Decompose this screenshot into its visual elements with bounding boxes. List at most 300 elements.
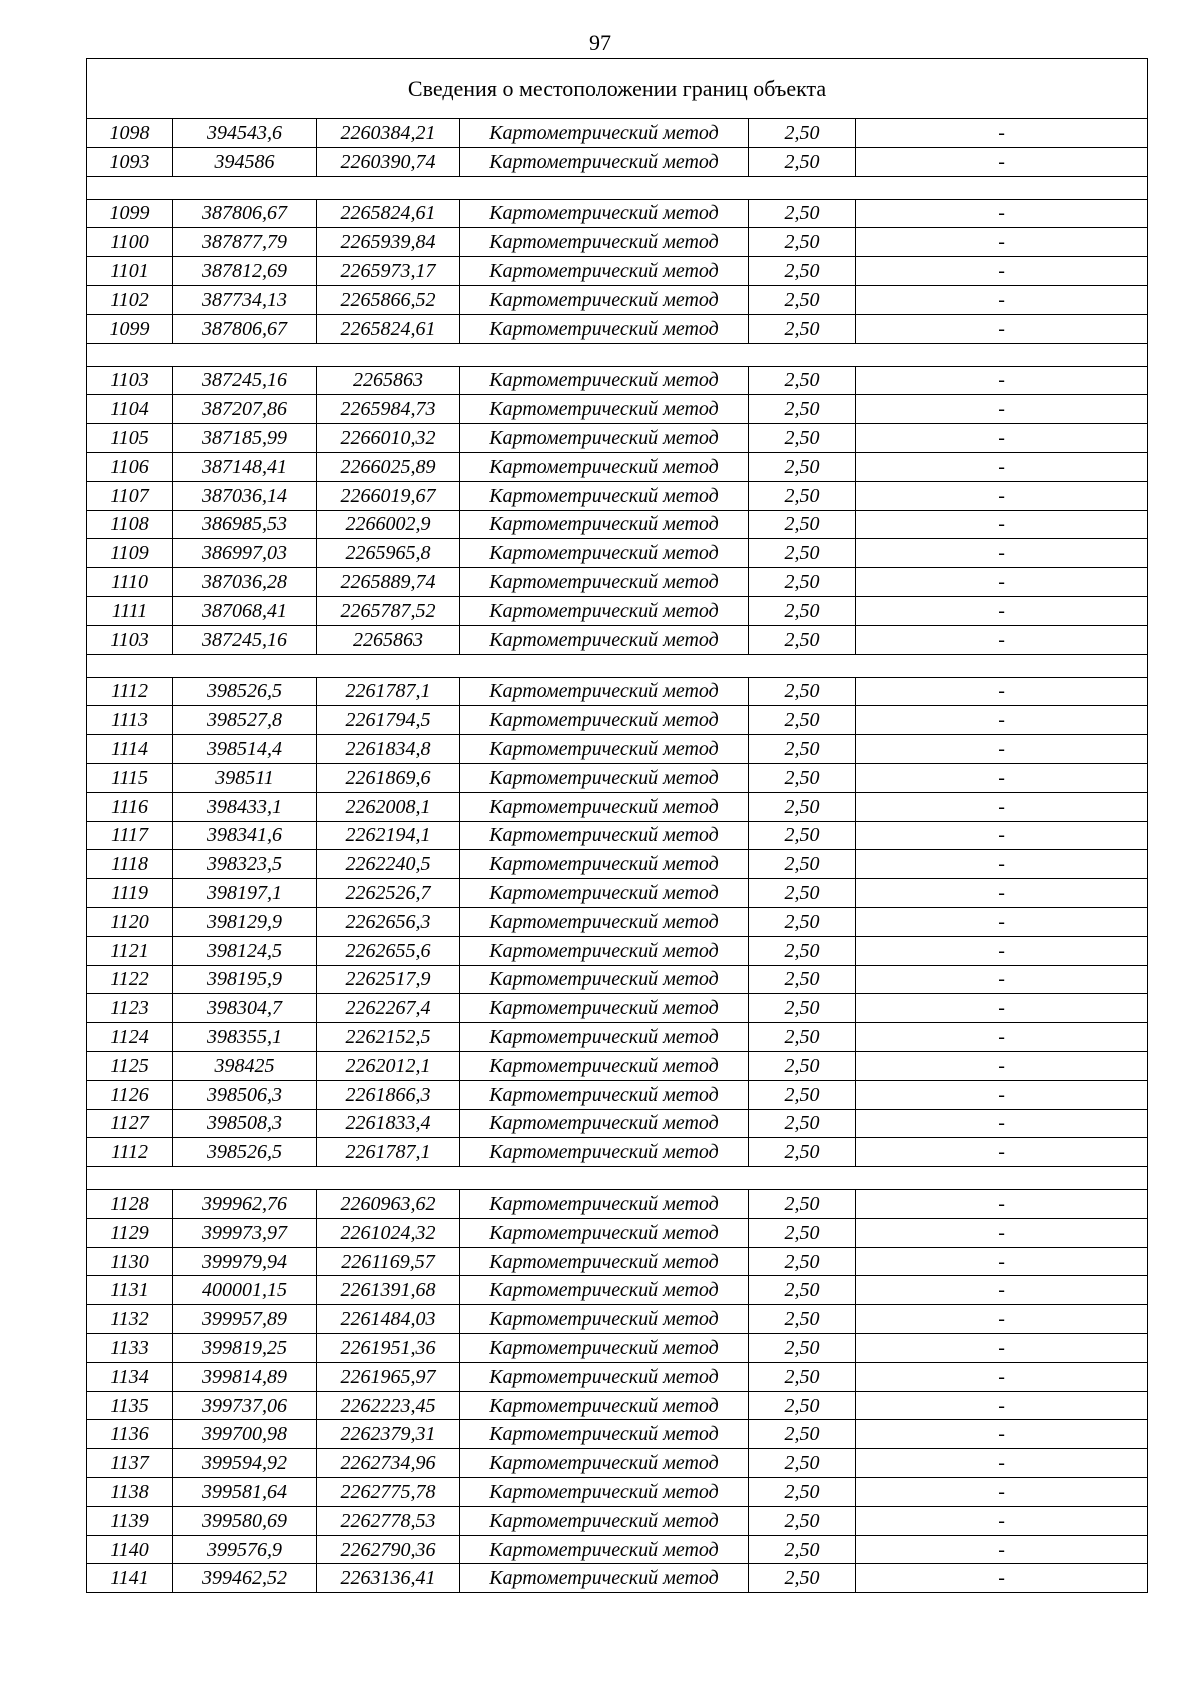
x-coordinate-cell: 398195,9 (173, 965, 317, 994)
precision-cell: 2,50 (749, 1420, 856, 1449)
x-coordinate-cell: 387207,86 (173, 395, 317, 424)
y-coordinate-cell: 2262223,45 (317, 1391, 460, 1420)
separator-cell (87, 343, 1148, 366)
contour-separator-row (87, 343, 1148, 366)
description-cell: - (856, 596, 1148, 625)
precision-cell: 2,50 (749, 1080, 856, 1109)
point-number-cell: 1117 (87, 821, 173, 850)
description-cell: - (856, 119, 1148, 148)
method-cell: Картометрический метод (460, 735, 749, 764)
description-cell: - (856, 285, 1148, 314)
method-cell: Картометрический метод (460, 907, 749, 936)
description-cell: - (856, 1391, 1148, 1420)
description-cell: - (856, 1305, 1148, 1334)
table-row (87, 228, 1148, 257)
y-coordinate-cell: 2261834,8 (317, 735, 460, 764)
x-coordinate-cell: 387734,13 (173, 285, 317, 314)
table-row (87, 763, 1148, 792)
precision-cell: 2,50 (749, 850, 856, 879)
description-cell: - (856, 907, 1148, 936)
table-row (87, 1506, 1148, 1535)
method-cell: Картометрический метод (460, 257, 749, 286)
precision-cell: 2,50 (749, 821, 856, 850)
precision-cell: 2,50 (749, 792, 856, 821)
y-coordinate-cell: 2261787,1 (317, 1138, 460, 1167)
y-coordinate-cell: 2261833,4 (317, 1109, 460, 1138)
point-number-cell: 1100 (87, 228, 173, 257)
y-coordinate-cell: 2262778,53 (317, 1506, 460, 1535)
point-number-cell: 1120 (87, 907, 173, 936)
y-coordinate-cell: 2265889,74 (317, 568, 460, 597)
x-coordinate-cell: 399819,25 (173, 1334, 317, 1363)
method-cell: Картометрический метод (460, 147, 749, 176)
x-coordinate-cell: 399962,76 (173, 1190, 317, 1219)
table-row (87, 199, 1148, 228)
point-number-cell: 1130 (87, 1247, 173, 1276)
point-number-cell: 1124 (87, 1023, 173, 1052)
description-cell: - (856, 1535, 1148, 1564)
y-coordinate-cell: 2262379,31 (317, 1420, 460, 1449)
y-coordinate-cell: 2261951,36 (317, 1334, 460, 1363)
x-coordinate-cell: 398526,5 (173, 1138, 317, 1167)
y-coordinate-cell: 2261484,03 (317, 1305, 460, 1334)
precision-cell: 2,50 (749, 1109, 856, 1138)
point-number-cell: 1098 (87, 119, 173, 148)
y-coordinate-cell: 2265863 (317, 625, 460, 654)
method-cell: Картометрический метод (460, 228, 749, 257)
x-coordinate-cell: 399576,9 (173, 1535, 317, 1564)
x-coordinate-cell: 386985,53 (173, 510, 317, 539)
x-coordinate-cell: 398514,4 (173, 735, 317, 764)
point-number-cell: 1106 (87, 452, 173, 481)
x-coordinate-cell: 398506,3 (173, 1080, 317, 1109)
x-coordinate-cell: 398341,6 (173, 821, 317, 850)
precision-cell: 2,50 (749, 879, 856, 908)
precision-cell: 2,50 (749, 568, 856, 597)
description-cell: - (856, 1506, 1148, 1535)
y-coordinate-cell: 2262194,1 (317, 821, 460, 850)
precision-cell: 2,50 (749, 314, 856, 343)
point-number-cell: 1093 (87, 147, 173, 176)
precision-cell: 2,50 (749, 228, 856, 257)
table-body (87, 59, 1148, 1593)
description-cell: - (856, 994, 1148, 1023)
table-row (87, 1109, 1148, 1138)
y-coordinate-cell: 2262775,78 (317, 1478, 460, 1507)
point-number-cell: 1110 (87, 568, 173, 597)
y-coordinate-cell: 2266010,32 (317, 424, 460, 453)
precision-cell: 2,50 (749, 395, 856, 424)
point-number-cell: 1126 (87, 1080, 173, 1109)
point-number-cell: 1101 (87, 257, 173, 286)
description-cell: - (856, 965, 1148, 994)
table-row (87, 706, 1148, 735)
table-row (87, 850, 1148, 879)
description-cell: - (856, 314, 1148, 343)
table-row (87, 1218, 1148, 1247)
precision-cell: 2,50 (749, 965, 856, 994)
point-number-cell: 1105 (87, 424, 173, 453)
y-coordinate-cell: 2261787,1 (317, 677, 460, 706)
method-cell: Картометрический метод (460, 314, 749, 343)
y-coordinate-cell: 2260384,21 (317, 119, 460, 148)
table-row (87, 568, 1148, 597)
y-coordinate-cell: 2262656,3 (317, 907, 460, 936)
precision-cell: 2,50 (749, 452, 856, 481)
description-cell: - (856, 147, 1148, 176)
description-cell: - (856, 452, 1148, 481)
y-coordinate-cell: 2262734,96 (317, 1449, 460, 1478)
point-number-cell: 1127 (87, 1109, 173, 1138)
description-cell: - (856, 1362, 1148, 1391)
table-row (87, 1449, 1148, 1478)
precision-cell: 2,50 (749, 147, 856, 176)
x-coordinate-cell: 387245,16 (173, 366, 317, 395)
description-cell: - (856, 1218, 1148, 1247)
table-row (87, 965, 1148, 994)
table-row (87, 424, 1148, 453)
point-number-cell: 1139 (87, 1506, 173, 1535)
method-cell: Картометрический метод (460, 1218, 749, 1247)
description-cell: - (856, 1051, 1148, 1080)
method-cell: Картометрический метод (460, 1420, 749, 1449)
table-row (87, 1334, 1148, 1363)
description-cell: - (856, 821, 1148, 850)
method-cell: Картометрический метод (460, 199, 749, 228)
table-row (87, 285, 1148, 314)
method-cell: Картометрический метод (460, 677, 749, 706)
table-row (87, 510, 1148, 539)
precision-cell: 2,50 (749, 706, 856, 735)
x-coordinate-cell: 399594,92 (173, 1449, 317, 1478)
point-number-cell: 1141 (87, 1564, 173, 1593)
method-cell: Картометрический метод (460, 395, 749, 424)
y-coordinate-cell: 2266002,9 (317, 510, 460, 539)
table-row (87, 1305, 1148, 1334)
method-cell: Картометрический метод (460, 568, 749, 597)
method-cell: Картометрический метод (460, 625, 749, 654)
x-coordinate-cell: 398511 (173, 763, 317, 792)
precision-cell: 2,50 (749, 1138, 856, 1167)
x-coordinate-cell: 387068,41 (173, 596, 317, 625)
precision-cell: 2,50 (749, 1535, 856, 1564)
y-coordinate-cell: 2265939,84 (317, 228, 460, 257)
x-coordinate-cell: 398508,3 (173, 1109, 317, 1138)
description-cell: - (856, 1449, 1148, 1478)
method-cell: Картометрический метод (460, 1247, 749, 1276)
x-coordinate-cell: 387812,69 (173, 257, 317, 286)
y-coordinate-cell: 2262008,1 (317, 792, 460, 821)
table-row (87, 735, 1148, 764)
x-coordinate-cell: 398526,5 (173, 677, 317, 706)
method-cell: Картометрический метод (460, 510, 749, 539)
point-number-cell: 1109 (87, 539, 173, 568)
precision-cell: 2,50 (749, 1506, 856, 1535)
precision-cell: 2,50 (749, 1305, 856, 1334)
method-cell: Картометрический метод (460, 1478, 749, 1507)
precision-cell: 2,50 (749, 625, 856, 654)
x-coordinate-cell: 399973,97 (173, 1218, 317, 1247)
point-number-cell: 1121 (87, 936, 173, 965)
point-number-cell: 1137 (87, 1449, 173, 1478)
y-coordinate-cell: 2265824,61 (317, 199, 460, 228)
y-coordinate-cell: 2261965,97 (317, 1362, 460, 1391)
precision-cell: 2,50 (749, 366, 856, 395)
x-coordinate-cell: 398304,7 (173, 994, 317, 1023)
y-coordinate-cell: 2262655,6 (317, 936, 460, 965)
table-row (87, 366, 1148, 395)
contour-separator-row (87, 654, 1148, 677)
y-coordinate-cell: 2265824,61 (317, 314, 460, 343)
description-cell: - (856, 199, 1148, 228)
x-coordinate-cell: 399462,52 (173, 1564, 317, 1593)
method-cell: Картометрический метод (460, 119, 749, 148)
y-coordinate-cell: 2262012,1 (317, 1051, 460, 1080)
description-cell: - (856, 510, 1148, 539)
y-coordinate-cell: 2265787,52 (317, 596, 460, 625)
description-cell: - (856, 625, 1148, 654)
precision-cell: 2,50 (749, 257, 856, 286)
description-cell: - (856, 257, 1148, 286)
y-coordinate-cell: 2261869,6 (317, 763, 460, 792)
description-cell: - (856, 1138, 1148, 1167)
x-coordinate-cell: 387806,67 (173, 199, 317, 228)
description-cell: - (856, 539, 1148, 568)
table-row (87, 821, 1148, 850)
y-coordinate-cell: 2266019,67 (317, 481, 460, 510)
point-number-cell: 1125 (87, 1051, 173, 1080)
table-row (87, 1051, 1148, 1080)
precision-cell: 2,50 (749, 994, 856, 1023)
x-coordinate-cell: 398323,5 (173, 850, 317, 879)
y-coordinate-cell: 2261024,32 (317, 1218, 460, 1247)
point-number-cell: 1099 (87, 199, 173, 228)
precision-cell: 2,50 (749, 1478, 856, 1507)
point-number-cell: 1108 (87, 510, 173, 539)
y-coordinate-cell: 2262517,9 (317, 965, 460, 994)
description-cell: - (856, 1334, 1148, 1363)
x-coordinate-cell: 398433,1 (173, 792, 317, 821)
precision-cell: 2,50 (749, 1190, 856, 1219)
method-cell: Картометрический метод (460, 1023, 749, 1052)
separator-cell (87, 654, 1148, 677)
x-coordinate-cell: 399737,06 (173, 1391, 317, 1420)
table-row (87, 314, 1148, 343)
y-coordinate-cell: 2265973,17 (317, 257, 460, 286)
y-coordinate-cell: 2260963,62 (317, 1190, 460, 1219)
point-number-cell: 1115 (87, 763, 173, 792)
precision-cell: 2,50 (749, 1449, 856, 1478)
point-number-cell: 1123 (87, 994, 173, 1023)
description-cell: - (856, 366, 1148, 395)
description-cell: - (856, 1478, 1148, 1507)
table-row (87, 936, 1148, 965)
precision-cell: 2,50 (749, 510, 856, 539)
y-coordinate-cell: 2266025,89 (317, 452, 460, 481)
precision-cell: 2,50 (749, 1051, 856, 1080)
table-row (87, 452, 1148, 481)
description-cell: - (856, 735, 1148, 764)
table-row (87, 1362, 1148, 1391)
table-row (87, 596, 1148, 625)
table-row (87, 1478, 1148, 1507)
x-coordinate-cell: 398197,1 (173, 879, 317, 908)
description-cell: - (856, 395, 1148, 424)
table-row (87, 1420, 1148, 1449)
precision-cell: 2,50 (749, 1362, 856, 1391)
y-coordinate-cell: 2265965,8 (317, 539, 460, 568)
method-cell: Картометрический метод (460, 850, 749, 879)
precision-cell: 2,50 (749, 119, 856, 148)
description-cell: - (856, 1420, 1148, 1449)
precision-cell: 2,50 (749, 596, 856, 625)
method-cell: Картометрический метод (460, 366, 749, 395)
point-number-cell: 1119 (87, 879, 173, 908)
x-coordinate-cell: 399580,69 (173, 1506, 317, 1535)
x-coordinate-cell: 398527,8 (173, 706, 317, 735)
description-cell: - (856, 763, 1148, 792)
description-cell: - (856, 1023, 1148, 1052)
table-row (87, 1564, 1148, 1593)
point-number-cell: 1135 (87, 1391, 173, 1420)
point-number-cell: 1111 (87, 596, 173, 625)
method-cell: Картометрический метод (460, 994, 749, 1023)
precision-cell: 2,50 (749, 539, 856, 568)
method-cell: Картометрический метод (460, 879, 749, 908)
description-cell: - (856, 1080, 1148, 1109)
point-number-cell: 1136 (87, 1420, 173, 1449)
point-number-cell: 1133 (87, 1334, 173, 1363)
table-row (87, 395, 1148, 424)
table-row (87, 1276, 1148, 1305)
method-cell: Картометрический метод (460, 596, 749, 625)
y-coordinate-cell: 2262152,5 (317, 1023, 460, 1052)
table-row (87, 1190, 1148, 1219)
point-number-cell: 1122 (87, 965, 173, 994)
description-cell: - (856, 706, 1148, 735)
description-cell: - (856, 677, 1148, 706)
table-row (87, 879, 1148, 908)
precision-cell: 2,50 (749, 1276, 856, 1305)
table-row (87, 677, 1148, 706)
boundary-coordinates-table (86, 58, 1148, 1593)
y-coordinate-cell: 2261794,5 (317, 706, 460, 735)
method-cell: Картометрический метод (460, 763, 749, 792)
point-number-cell: 1128 (87, 1190, 173, 1219)
y-coordinate-cell: 2265866,52 (317, 285, 460, 314)
point-number-cell: 1113 (87, 706, 173, 735)
table-title-row (87, 59, 1148, 119)
x-coordinate-cell: 400001,15 (173, 1276, 317, 1305)
separator-cell (87, 176, 1148, 199)
method-cell: Картометрический метод (460, 1080, 749, 1109)
x-coordinate-cell: 399581,64 (173, 1478, 317, 1507)
table-row (87, 119, 1148, 148)
description-cell: - (856, 936, 1148, 965)
x-coordinate-cell: 399814,89 (173, 1362, 317, 1391)
description-cell: - (856, 1190, 1148, 1219)
method-cell: Картометрический метод (460, 285, 749, 314)
description-cell: - (856, 568, 1148, 597)
table-row (87, 907, 1148, 936)
point-number-cell: 1114 (87, 735, 173, 764)
table-row (87, 792, 1148, 821)
method-cell: Картометрический метод (460, 481, 749, 510)
precision-cell: 2,50 (749, 1218, 856, 1247)
method-cell: Картометрический метод (460, 1305, 749, 1334)
x-coordinate-cell: 398124,5 (173, 936, 317, 965)
description-cell: - (856, 228, 1148, 257)
point-number-cell: 1132 (87, 1305, 173, 1334)
table-title: Сведения о местоположении границ объекта (87, 59, 1148, 119)
x-coordinate-cell: 387148,41 (173, 452, 317, 481)
precision-cell: 2,50 (749, 1334, 856, 1363)
point-number-cell: 1102 (87, 285, 173, 314)
contour-separator-row (87, 1167, 1148, 1190)
point-number-cell: 1112 (87, 1138, 173, 1167)
table-row (87, 147, 1148, 176)
description-cell: - (856, 481, 1148, 510)
point-number-cell: 1099 (87, 314, 173, 343)
separator-cell (87, 1167, 1148, 1190)
point-number-cell: 1134 (87, 1362, 173, 1391)
y-coordinate-cell: 2260390,74 (317, 147, 460, 176)
y-coordinate-cell: 2261866,3 (317, 1080, 460, 1109)
y-coordinate-cell: 2262267,4 (317, 994, 460, 1023)
method-cell: Картометрический метод (460, 452, 749, 481)
table-row (87, 1247, 1148, 1276)
x-coordinate-cell: 398355,1 (173, 1023, 317, 1052)
point-number-cell: 1112 (87, 677, 173, 706)
method-cell: Картометрический метод (460, 1138, 749, 1167)
point-number-cell: 1118 (87, 850, 173, 879)
table-row (87, 481, 1148, 510)
y-coordinate-cell: 2263136,41 (317, 1564, 460, 1593)
method-cell: Картометрический метод (460, 1535, 749, 1564)
method-cell: Картометрический метод (460, 965, 749, 994)
x-coordinate-cell: 399979,94 (173, 1247, 317, 1276)
description-cell: - (856, 792, 1148, 821)
description-cell: - (856, 1247, 1148, 1276)
table-row (87, 1535, 1148, 1564)
method-cell: Картометрический метод (460, 424, 749, 453)
y-coordinate-cell: 2261169,57 (317, 1247, 460, 1276)
x-coordinate-cell: 399700,98 (173, 1420, 317, 1449)
x-coordinate-cell: 387185,99 (173, 424, 317, 453)
x-coordinate-cell: 387877,79 (173, 228, 317, 257)
method-cell: Картометрический метод (460, 1276, 749, 1305)
precision-cell: 2,50 (749, 1391, 856, 1420)
table-row (87, 994, 1148, 1023)
table-row (87, 1023, 1148, 1052)
method-cell: Картометрический метод (460, 1506, 749, 1535)
precision-cell: 2,50 (749, 199, 856, 228)
description-cell: - (856, 879, 1148, 908)
point-number-cell: 1104 (87, 395, 173, 424)
y-coordinate-cell: 2265863 (317, 366, 460, 395)
y-coordinate-cell: 2262526,7 (317, 879, 460, 908)
method-cell: Картометрический метод (460, 706, 749, 735)
table-row (87, 257, 1148, 286)
y-coordinate-cell: 2262790,36 (317, 1535, 460, 1564)
precision-cell: 2,50 (749, 424, 856, 453)
method-cell: Картометрический метод (460, 1391, 749, 1420)
precision-cell: 2,50 (749, 763, 856, 792)
method-cell: Картометрический метод (460, 936, 749, 965)
method-cell: Картометрический метод (460, 1449, 749, 1478)
method-cell: Картометрический метод (460, 1334, 749, 1363)
method-cell: Картометрический метод (460, 1109, 749, 1138)
